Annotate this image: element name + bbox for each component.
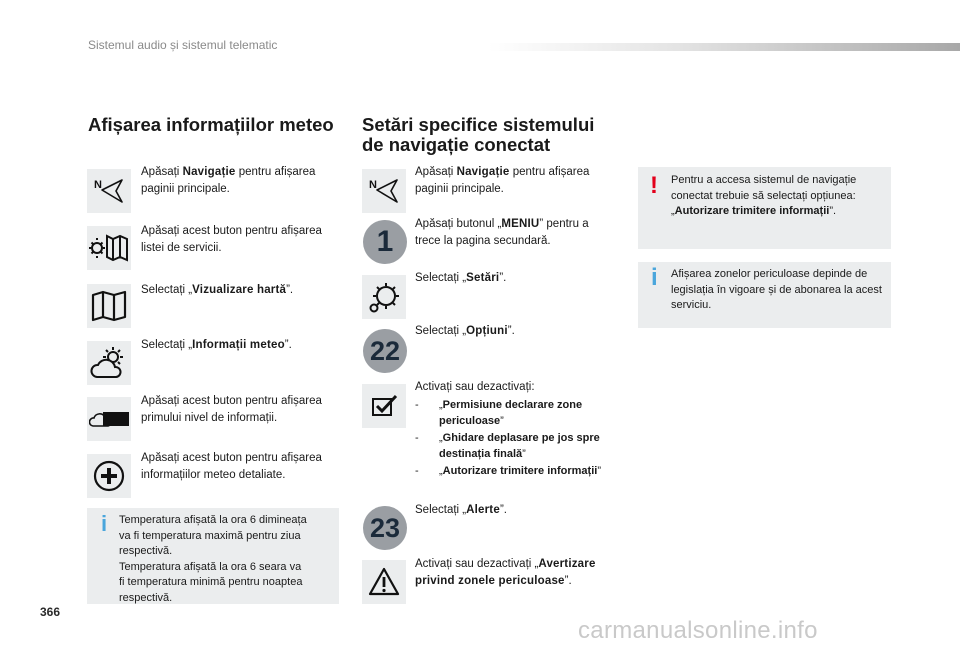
checkbox-icon[interactable] [362, 384, 406, 428]
watermark: carmanualsonline.info [578, 617, 818, 644]
weather-info-note [87, 508, 339, 604]
info-icon: i [651, 264, 658, 291]
navigation-arrow-icon [87, 169, 131, 213]
step-number-23: 23 [363, 506, 407, 550]
list-item: - „Ghidare deplasare pe jos spre destinația finală” [415, 432, 600, 460]
page-number: 366 [40, 605, 61, 619]
cloud-bar-icon[interactable] [87, 397, 131, 441]
plus-circle-icon[interactable] [87, 454, 131, 498]
list-item: - „Autorizare trimitere informații” [415, 465, 601, 477]
info-note [638, 262, 891, 328]
navigation-arrow-icon [362, 169, 406, 213]
header-title: Sistemul audio și sistemul telematic [88, 38, 278, 52]
step-number-1: 1 [363, 220, 407, 264]
nav-step-1-text: Apăsați Navigație pentru afișarea paginii principale. [415, 166, 590, 195]
nav-step-7-text: Activați sau dezactivați „Avertizare privind zonele periculoase”. [415, 558, 596, 587]
weather-section-title: Afișarea informațiilor meteo [88, 114, 334, 135]
warning-icon: ! [650, 172, 658, 199]
svg-text:N: N [94, 179, 102, 191]
settings-gear-icon[interactable] [362, 275, 406, 319]
weather-step-3-text: Selectați „Vizualizare hartă”. [141, 284, 294, 296]
info-note-text: Afișarea zonelor periculoase depinde de legislația în vigoare și de abonarea la acest serviciu. [671, 268, 882, 311]
nav-options-list [415, 398, 625, 482]
header-divider [488, 43, 960, 51]
weather-step-2-text: Apăsați acest buton pentru afișarea listei de servicii. [141, 225, 322, 254]
warning-note-text: Pentru a accesa sistemul de navigație conectat trebuie să selectați opțiunea: „Autorizare trimitere informații”. [671, 174, 857, 217]
svg-text:N: N [369, 179, 377, 191]
weather-step-4-text: Selectați „Informații meteo”. [141, 339, 292, 351]
info-icon: i [101, 511, 108, 536]
warning-note [638, 167, 891, 249]
weather-step-5-text: Apăsați acest buton pentru afișarea primului nivel de informații. [141, 395, 322, 424]
navigation-settings-title: Setări specifice sistemului de navigație conectat [362, 114, 595, 155]
list-item: - „Permisiune declarare zone periculoase” [415, 399, 583, 427]
settings-map-icon [87, 226, 131, 270]
weather-note-text: Temperatura afișată la ora 6 dimineața va fi temperatura maximă pentru ziua respectivă. Temperatura afișată la ora 6 seara va fi temperatura minimă pentru noaptea respectivă. [119, 514, 307, 604]
nav-step-6-text: Selectați „Alerte”. [415, 504, 507, 516]
nav-step-3-text: Selectați „Setări”. [415, 272, 507, 284]
warning-triangle-icon[interactable] [362, 560, 406, 604]
map-icon [87, 284, 131, 328]
weather-step-1-text: Apăsați Navigație pentru afișarea paginii principale. [141, 166, 316, 195]
weather-step-6-text: Apăsați acest buton pentru afișarea informațiilor meteo detaliate. [141, 452, 322, 481]
step-number-22: 22 [363, 329, 407, 373]
nav-step-4-text: Selectați „Opțiuni”. [415, 325, 515, 337]
weather-icon [87, 341, 131, 385]
nav-step-2-text: Apăsați butonul „MENIU” pentru a trece la pagina secundară. [415, 218, 589, 247]
nav-step-5-intro: Activați sau dezactivați: [415, 381, 535, 393]
